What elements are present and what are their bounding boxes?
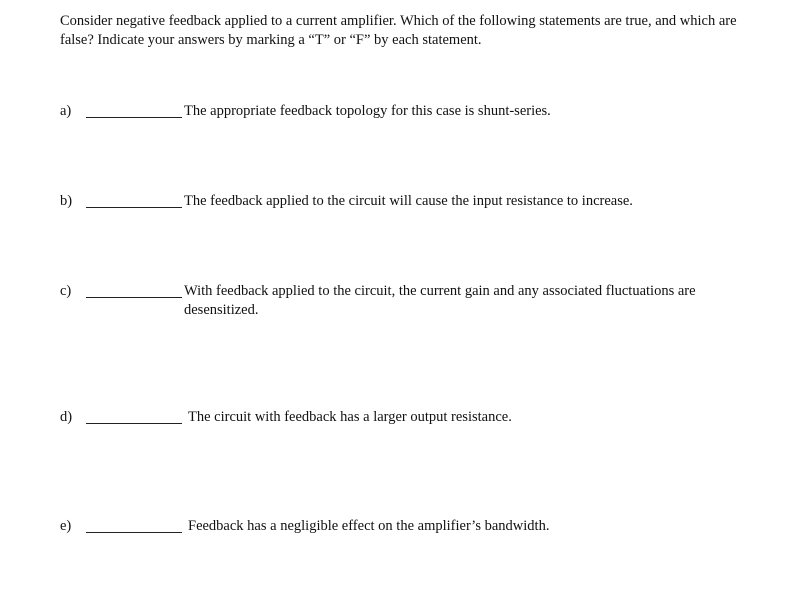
statement-e [60,517,760,557]
answer-blank[interactable] [86,117,182,118]
statement-letter: d) [60,409,73,425]
statement-text: The appropriate feedback topology for this case is shunt-series. [184,103,551,119]
statement-d [60,408,760,448]
statement-letter: a) [60,103,72,119]
statement-text: The feedback applied to the circuit will cause the input resistance to increase. [184,193,633,209]
answer-blank[interactable] [86,423,182,424]
statement-text: The circuit with feedback has a larger output resistance. [188,409,512,425]
statement-text: With feedback applied to the circuit, the current gain and any associated fluctuations are desensitized. [184,283,696,318]
statement-a [60,102,760,142]
statement-letter: c) [60,283,72,299]
question-intro: Consider negative feedback applied to a current amplifier. Which of the following statements are true, and which are false? Indicate your answers by marking a “T” or “F” by each statement. [60,13,737,48]
statement-c [60,282,760,322]
statement-b [60,192,760,232]
statement-letter: e) [60,518,72,534]
answer-blank[interactable] [86,207,182,208]
statement-letter: b) [60,193,73,209]
statement-text: Feedback has a negligible effect on the amplifier’s bandwidth. [188,518,550,534]
answer-blank[interactable] [86,297,182,298]
answer-blank[interactable] [86,532,182,533]
